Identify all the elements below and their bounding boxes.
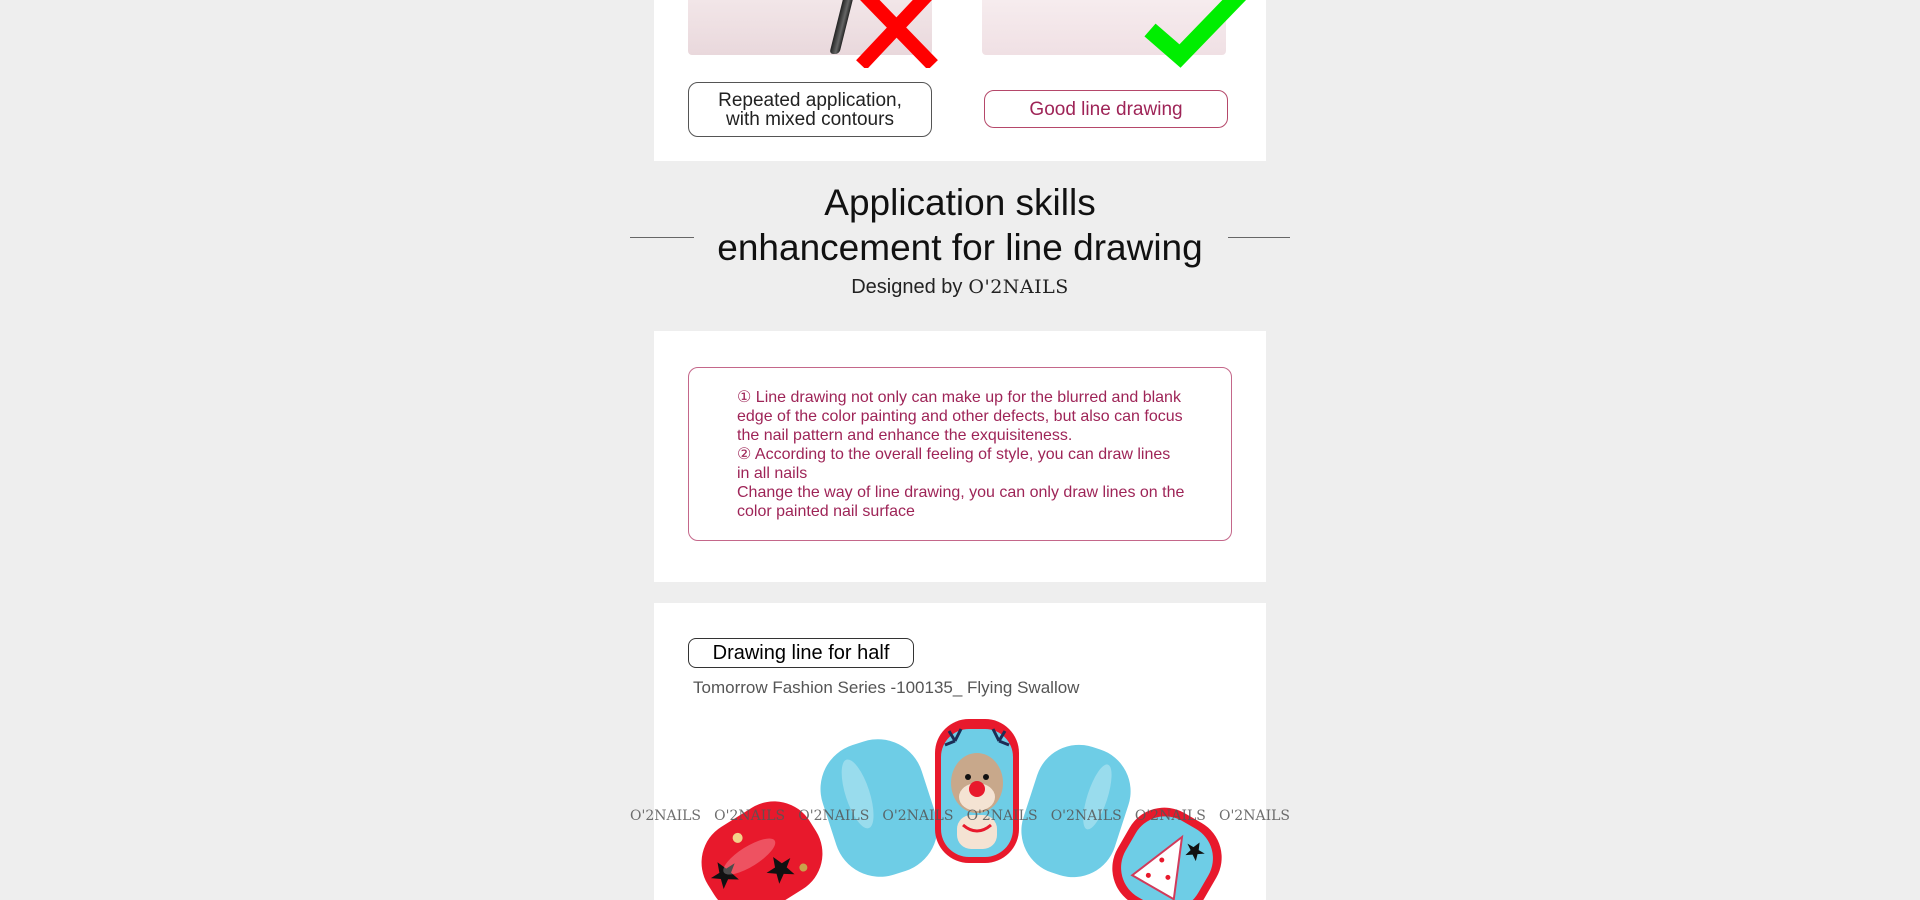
nail-reindeer-center xyxy=(935,719,1019,863)
watermark-item: O'2NAILS xyxy=(882,808,954,824)
info-paragraph-3: Change the way of line drawing, you can only draw lines on the color painted nail surface xyxy=(737,484,1185,520)
watermark-item: O'2NAILS xyxy=(1050,808,1122,824)
red-x-icon xyxy=(854,0,938,68)
heading-title-line2: enhancement for line drawing xyxy=(717,227,1203,268)
nail-red-left xyxy=(686,785,839,900)
designed-by-label: Designed by xyxy=(851,276,963,298)
watermark-item: O'2NAILS xyxy=(714,808,786,824)
comparison-card xyxy=(654,0,1266,161)
watermark-item: O'2NAILS xyxy=(630,808,702,824)
nails-card xyxy=(654,603,1266,900)
green-check-icon xyxy=(1144,0,1248,68)
watermark-item: O'2NAILS xyxy=(1134,808,1206,824)
nail-tips-illustration xyxy=(654,713,1266,900)
bad-example-label: Repeated application, with mixed contours xyxy=(688,82,932,137)
designed-by xyxy=(654,276,1266,299)
watermark-item: O'2NAILS xyxy=(798,808,870,824)
series-caption: Tomorrow Fashion Series -100135_ Flying Swallow xyxy=(693,678,1080,697)
drawing-line-tag: Drawing line for half xyxy=(688,638,914,668)
info-card xyxy=(654,331,1266,582)
watermark-item: O'2NAILS xyxy=(1218,808,1290,824)
heading-title-line1: Application skills xyxy=(824,182,1096,223)
brand-watermark xyxy=(630,808,1290,824)
info-box xyxy=(688,367,1232,541)
section-heading xyxy=(654,180,1266,299)
good-example-label: Good line drawing xyxy=(984,90,1228,128)
brand-logo: O'2NAILS xyxy=(968,276,1069,298)
info-paragraph-1: ① Line drawing not only can make up for the blurred and blank edge of the color painting and other defects, but also can focus the nail pattern and enhance the exquisiteness. xyxy=(737,389,1183,444)
info-paragraph-2: ② According to the overall feeling of style, you can draw lines in all nails xyxy=(737,446,1171,482)
watermark-item: O'2NAILS xyxy=(966,808,1038,824)
brush-tip xyxy=(829,0,852,54)
